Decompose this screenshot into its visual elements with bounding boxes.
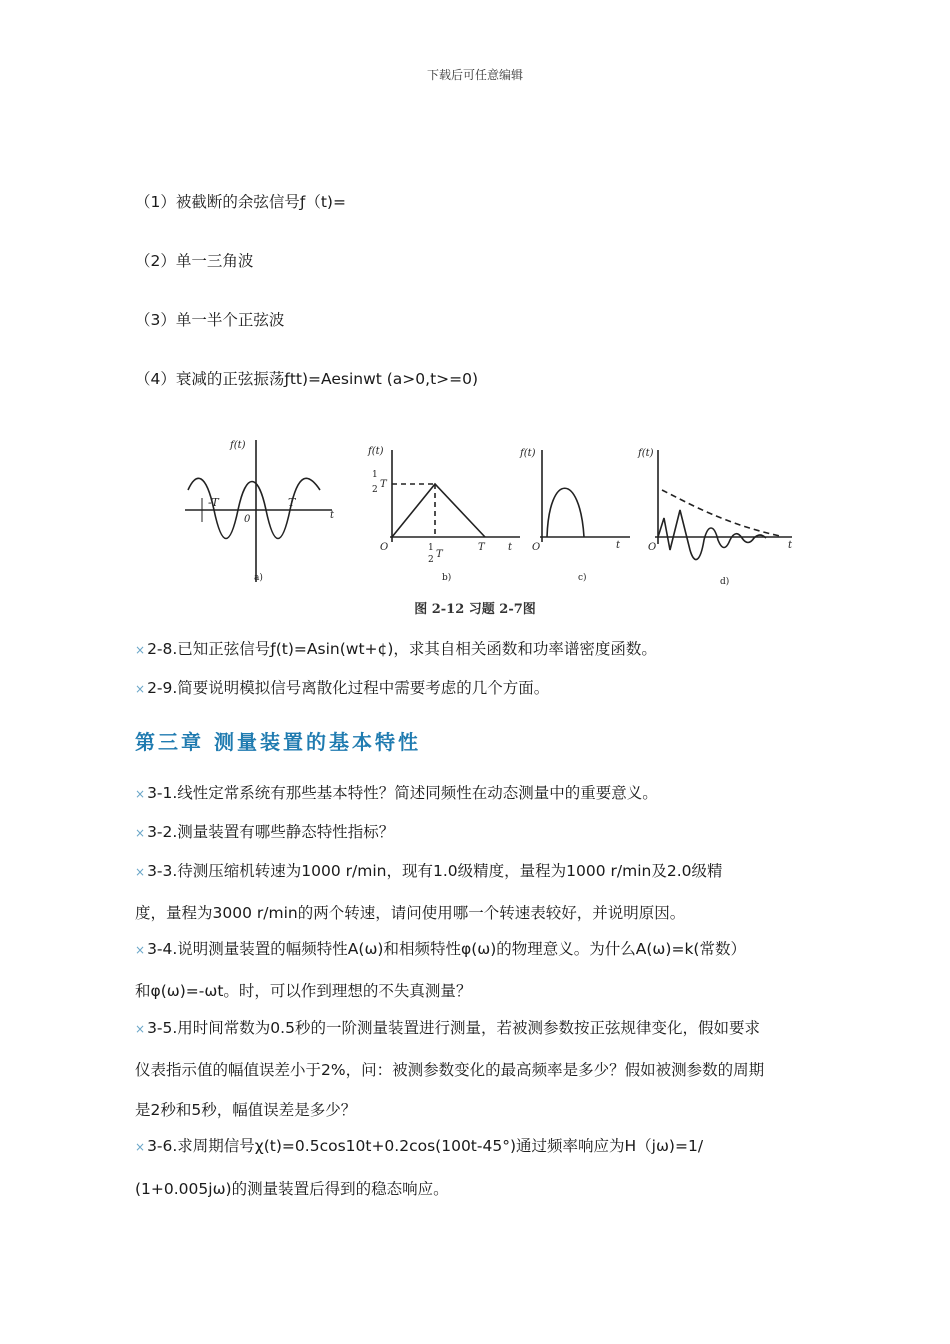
question-3-5-line3: 是2秒和5秒，幅值误差是多少？ bbox=[135, 1101, 357, 1119]
chapter-title: 第三章 测量装置的基本特性 bbox=[135, 730, 421, 754]
panel-c-sub: c) bbox=[578, 573, 587, 583]
panel-a-tick-pos: T bbox=[288, 496, 296, 509]
panel-b-half-num: 1 bbox=[428, 543, 434, 553]
figure-svg bbox=[180, 432, 810, 622]
item-1: （1）被截断的余弦信号ƒ（t)= bbox=[135, 193, 346, 211]
panel-a-sub: a) bbox=[254, 573, 263, 583]
panel-c-ylabel: f(t) bbox=[520, 448, 536, 459]
question-3-5-text-1: 3-5.用时间常数为0.5秒的一阶测量装置进行测量，若被测参数按正弦规律变化，假如要求 bbox=[147, 1019, 760, 1037]
question-3-6-line2: (1+0.005jω)的测量装置后得到的稳态响应。 bbox=[135, 1180, 449, 1198]
question-3-1-text: 3-1.线性定常系统有那些基本特性？简述同频性在动态测量中的重要意义。 bbox=[147, 784, 658, 802]
panel-d-t: t bbox=[788, 540, 793, 551]
question-3-5-line1 bbox=[135, 1016, 760, 1038]
panel-c-t: t bbox=[616, 540, 621, 551]
panel-b-peak-T: T bbox=[380, 479, 387, 490]
cross-icon: × bbox=[135, 643, 146, 657]
cross-icon: × bbox=[135, 1140, 146, 1154]
item-4: （4）衰减的正弦振荡ƒtt)=Aesinwt (a>0,t>=0) bbox=[135, 370, 479, 388]
panel-d-sub: d) bbox=[720, 577, 730, 587]
question-3-3-text-1: 3-3.待测压缩机转速为1000 r/min，现有1.0级精度，量程为1000 r/min及2.0级精 bbox=[147, 862, 723, 880]
panel-a-t: t bbox=[330, 510, 335, 521]
question-2-8-text: 2-8.已知正弦信号ƒ(t)=Asin(wt+¢)，求其自相关函数和功率谱密度函数。 bbox=[147, 640, 657, 658]
question-2-9 bbox=[135, 676, 549, 698]
question-3-4-text-1: 3-4.说明测量装置的幅频特性A(ω)和相频特性φ(ω)的物理意义。为什么A(ω)=k(常数） bbox=[147, 940, 746, 958]
question-3-2 bbox=[135, 820, 394, 842]
cross-icon: × bbox=[135, 943, 146, 957]
item-3: （3）单一半个正弦波 bbox=[135, 311, 285, 329]
panel-b-t: t bbox=[508, 542, 513, 553]
panel-b-origin: O bbox=[380, 542, 389, 553]
question-3-3-line2: 度，量程为3000 r/min的两个转速，请问使用哪一个转速表较好，并说明原因。 bbox=[135, 904, 686, 922]
figure-caption: 图 2-12 习题 2-7图 bbox=[414, 602, 536, 617]
panel-b-peak-num: 1 bbox=[372, 470, 378, 480]
panel-c-origin: O bbox=[532, 542, 541, 553]
panel-b-half-T: T bbox=[436, 549, 443, 560]
panel-a-plot bbox=[185, 440, 332, 582]
panel-b-plot bbox=[390, 450, 520, 542]
panel-b-sub: b) bbox=[442, 573, 452, 583]
figure-2-12 bbox=[180, 432, 810, 622]
question-2-8 bbox=[135, 637, 657, 659]
panel-a-tick-neg: -T bbox=[208, 496, 219, 509]
question-3-1 bbox=[135, 781, 658, 803]
question-3-5-line2: 仪表指示值的幅值误差小于2%，问：被测参数变化的最高频率是多少？假如被测参数的周期 bbox=[135, 1061, 765, 1079]
panel-c-plot bbox=[540, 450, 630, 542]
question-3-6-line1 bbox=[135, 1134, 703, 1156]
cross-icon: × bbox=[135, 682, 146, 696]
item-2: （2）单一三角波 bbox=[135, 252, 254, 270]
cross-icon: × bbox=[135, 787, 146, 801]
question-3-4-line2: 和φ(ω)=-ωt。时，可以作到理想的不失真测量？ bbox=[135, 982, 472, 1000]
cross-icon: × bbox=[135, 865, 146, 879]
page-header: 下载后可任意编辑 bbox=[426, 68, 523, 82]
panel-b-ylabel: f(t) bbox=[368, 446, 384, 457]
question-3-4-line1 bbox=[135, 937, 746, 959]
question-3-6-text-1: 3-6.求周期信号χ(t)=0.5cos10t+0.2cos(100t-45°)通过频率响应为H（jω)=1/ bbox=[147, 1137, 704, 1155]
panel-d-origin: O bbox=[648, 542, 657, 553]
panel-a-ylabel: f(t) bbox=[230, 440, 246, 451]
panel-d-ylabel: f(t) bbox=[638, 448, 654, 459]
question-2-9-text: 2-9.简要说明模拟信号离散化过程中需要考虑的几个方面。 bbox=[147, 679, 550, 697]
cross-icon: × bbox=[135, 1022, 146, 1036]
question-3-3-line1 bbox=[135, 859, 723, 881]
panel-d-plot bbox=[655, 450, 792, 559]
panel-b-peak-den: 2 bbox=[372, 485, 378, 495]
panel-b-half-den: 2 bbox=[428, 555, 434, 565]
question-3-2-text: 3-2.测量装置有哪些静态特性指标？ bbox=[147, 823, 395, 841]
cross-icon: × bbox=[135, 826, 146, 840]
panel-b-tick-T: T bbox=[478, 542, 485, 553]
panel-a-origin: 0 bbox=[244, 514, 251, 525]
